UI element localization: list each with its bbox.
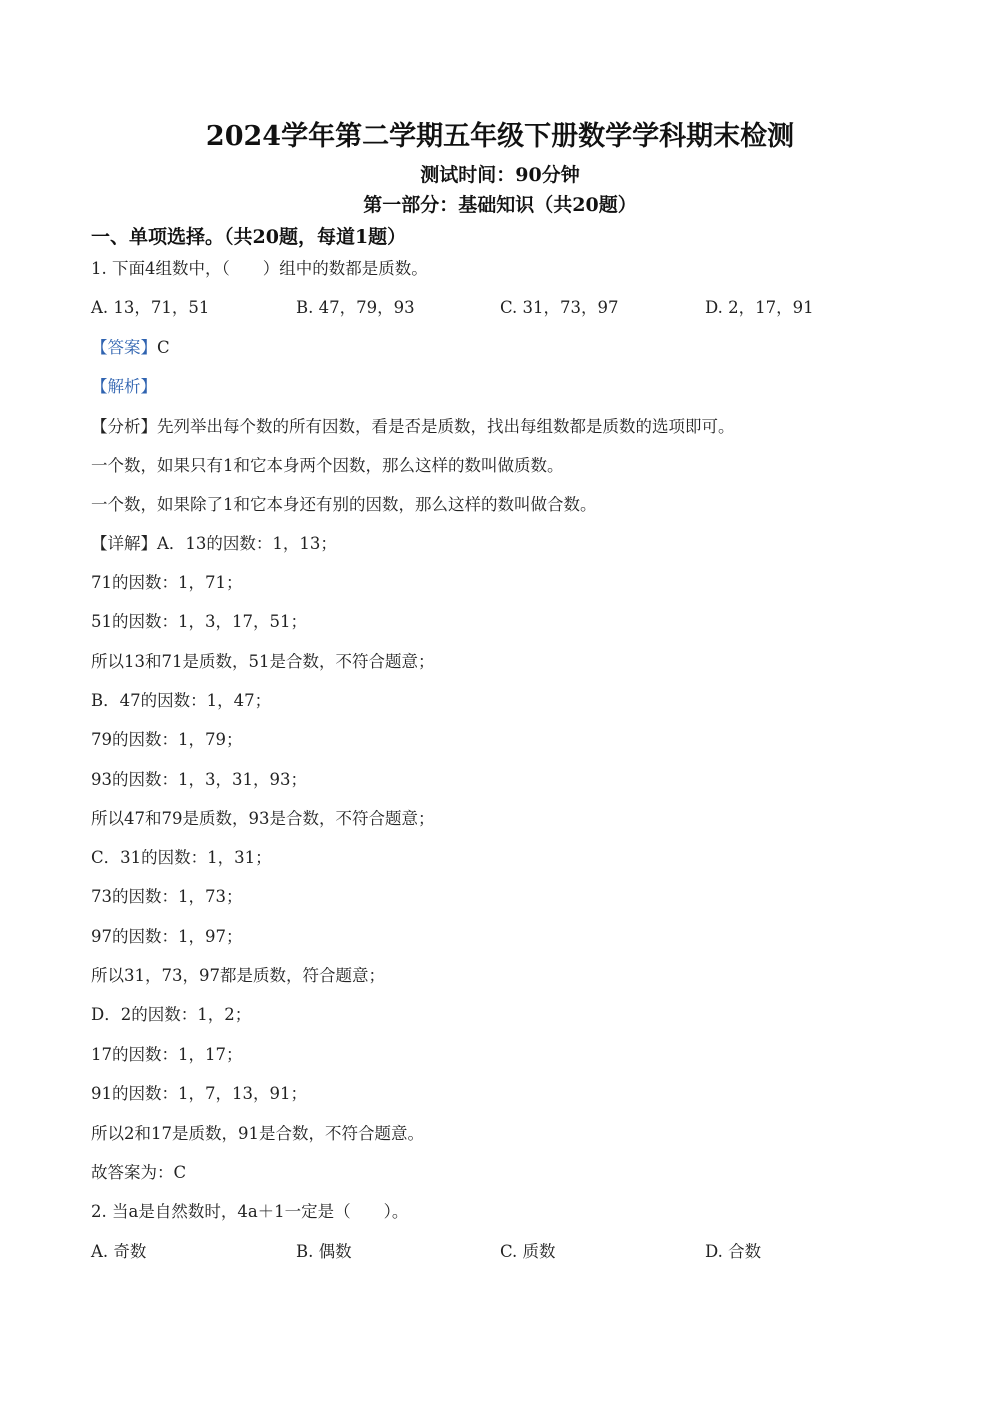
question-1-option-d: D. 2，17，91	[705, 298, 814, 317]
explanation-line: 一个数，如果只有1和它本身两个因数，那么这样的数叫做质数。	[91, 456, 564, 475]
part-heading: 第一部分：基础知识（共20题）	[363, 194, 637, 216]
question-2-option-d: D. 合数	[705, 1242, 762, 1261]
explanation-line: 【分析】先列举出每个数的所有因数，看是否是质数，找出每组数都是质数的选项即可。	[91, 417, 735, 436]
explanation-line: 51的因数：1，3，17，51；	[91, 612, 307, 631]
explanation-line: 73的因数：1，73；	[91, 887, 243, 906]
exam-title: 2024学年第二学期五年级下册数学学科期末检测	[205, 121, 795, 152]
final-answer-line: 故答案为：C	[91, 1163, 187, 1182]
answer-line	[91, 337, 170, 359]
explanation-line: 所以47和79是质数，93是合数，不符合题意；	[91, 809, 435, 828]
explanation-line: 93的因数：1，3，31，93；	[91, 770, 307, 789]
explanation-line: B．47的因数：1，47；	[91, 691, 272, 710]
question-2-option-c: C. 质数	[500, 1242, 556, 1261]
question-1-option-b: B. 47，79，93	[296, 298, 415, 317]
answer-value: C	[157, 338, 170, 357]
section-heading: 一、单项选择。（共20题，每道1题）	[91, 226, 407, 248]
explanation-line: 71的因数：1，71；	[91, 573, 243, 592]
question-2-option-a: A. 奇数	[91, 1242, 147, 1261]
explanation-line: 97的因数：1，97；	[91, 927, 243, 946]
explanation-line: 91的因数：1，7，13，91；	[91, 1084, 307, 1103]
question-1-option-c: C. 31，73，97	[500, 298, 619, 317]
analysis-tag: 【解析】	[91, 377, 157, 396]
question-2-stem: 2. 当a是自然数时，4a＋1一定是（ ）。	[91, 1202, 409, 1221]
explanation-line: 所以13和71是质数，51是合数，不符合题意；	[91, 652, 435, 671]
explanation-line: 所以31，73，97都是质数，符合题意；	[91, 966, 385, 985]
explanation-line: 【详解】A．13的因数：1，13；	[91, 534, 337, 553]
question-1-option-a: A. 13，71，51	[91, 298, 210, 317]
explanation-line: 17的因数：1，17；	[91, 1045, 243, 1064]
explanation-line: 一个数，如果除了1和它本身还有别的因数，那么这样的数叫做合数。	[91, 495, 597, 514]
answer-tag: 【答案】	[91, 338, 157, 357]
explanation-line: 所以2和17是质数，91是合数，不符合题意。	[91, 1124, 424, 1143]
explanation-line: D．2的因数：1，2；	[91, 1005, 252, 1024]
question-1-stem: 1. 下面4组数中，（ ）组中的数都是质数。	[91, 259, 428, 278]
explanation-line: 79的因数：1，79；	[91, 730, 243, 749]
explanation-line: C．31的因数：1，31；	[91, 848, 272, 867]
test-duration: 测试时间：90分钟	[420, 164, 580, 186]
question-2-option-b: B. 偶数	[296, 1242, 352, 1261]
